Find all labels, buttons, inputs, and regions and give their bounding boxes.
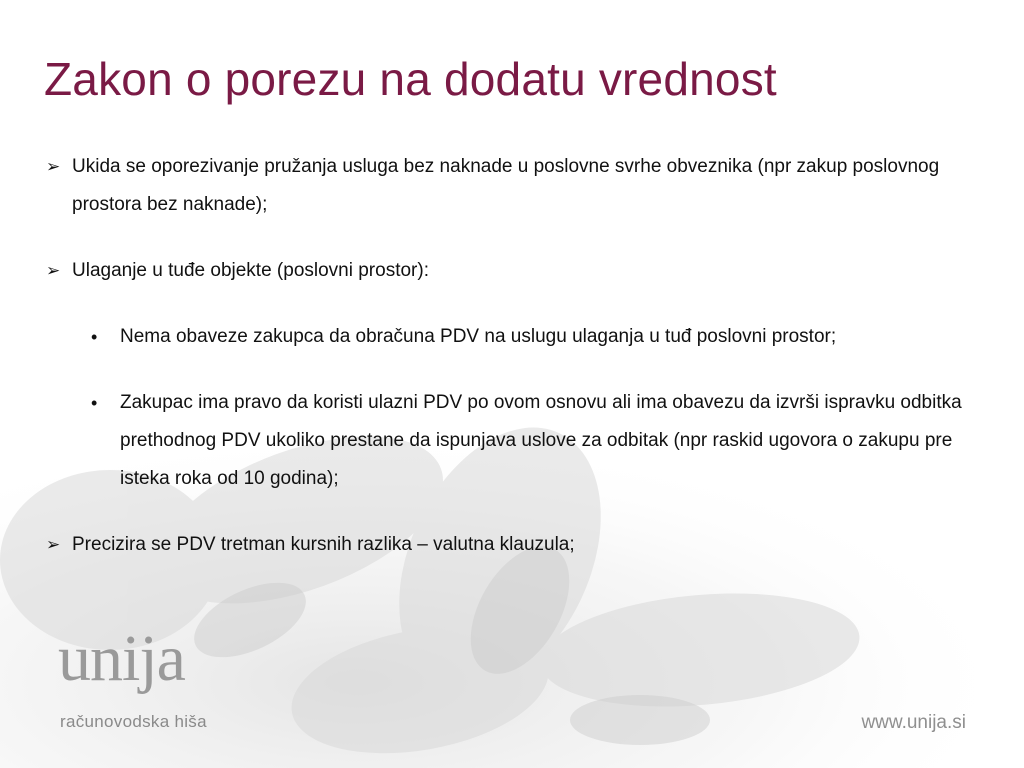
arrow-bullet-icon: ➢ — [46, 535, 61, 554]
sub-bullet-item — [44, 318, 974, 356]
arrow-bullet-icon: ➢ — [46, 261, 61, 280]
bullet-item — [44, 252, 974, 290]
bullet-text: Ukida se oporezivanje pružanja usluga bez naknade u poslovne svrhe obveznika (npr zakup poslovnog prostora bez naknade); — [72, 156, 940, 215]
bullet-list — [44, 148, 974, 592]
bullet-text: Ulaganje u tuđe objekte (poslovni prostor): — [72, 260, 429, 281]
logo-tagline: računovodska hiša — [60, 712, 207, 731]
arrow-bullet-icon: ➢ — [46, 157, 61, 176]
sub-bullet-text: Nema obaveze zakupca da obračuna PDV na uslugu ulaganja u tuđ poslovni prostor; — [120, 326, 837, 347]
sub-bullet-text: Zakupac ima pravo da koristi ulazni PDV po ovom osnovu ali ima obavezu da izvrši ispravku odbitka prethodnog PDV ukoliko prestane da ispunjava uslove za odbitak (npr raskid ugovora o zakupu pre isteka roka od 10 godina); — [120, 392, 962, 489]
dot-bullet-icon: • — [91, 327, 98, 347]
website-url: www.unija.si — [861, 712, 966, 733]
bullet-item — [44, 526, 974, 564]
sub-bullet-item — [44, 384, 974, 498]
bullet-text: Precizira se PDV tretman kursnih razlika – valutna klauzula; — [72, 534, 575, 555]
bullet-item — [44, 148, 974, 224]
company-logo — [58, 622, 207, 731]
dot-bullet-icon: • — [91, 393, 98, 413]
logo-wordmark: unija — [58, 622, 185, 695]
slide-title: Zakon o porezu na dodatu vrednost — [44, 53, 777, 105]
